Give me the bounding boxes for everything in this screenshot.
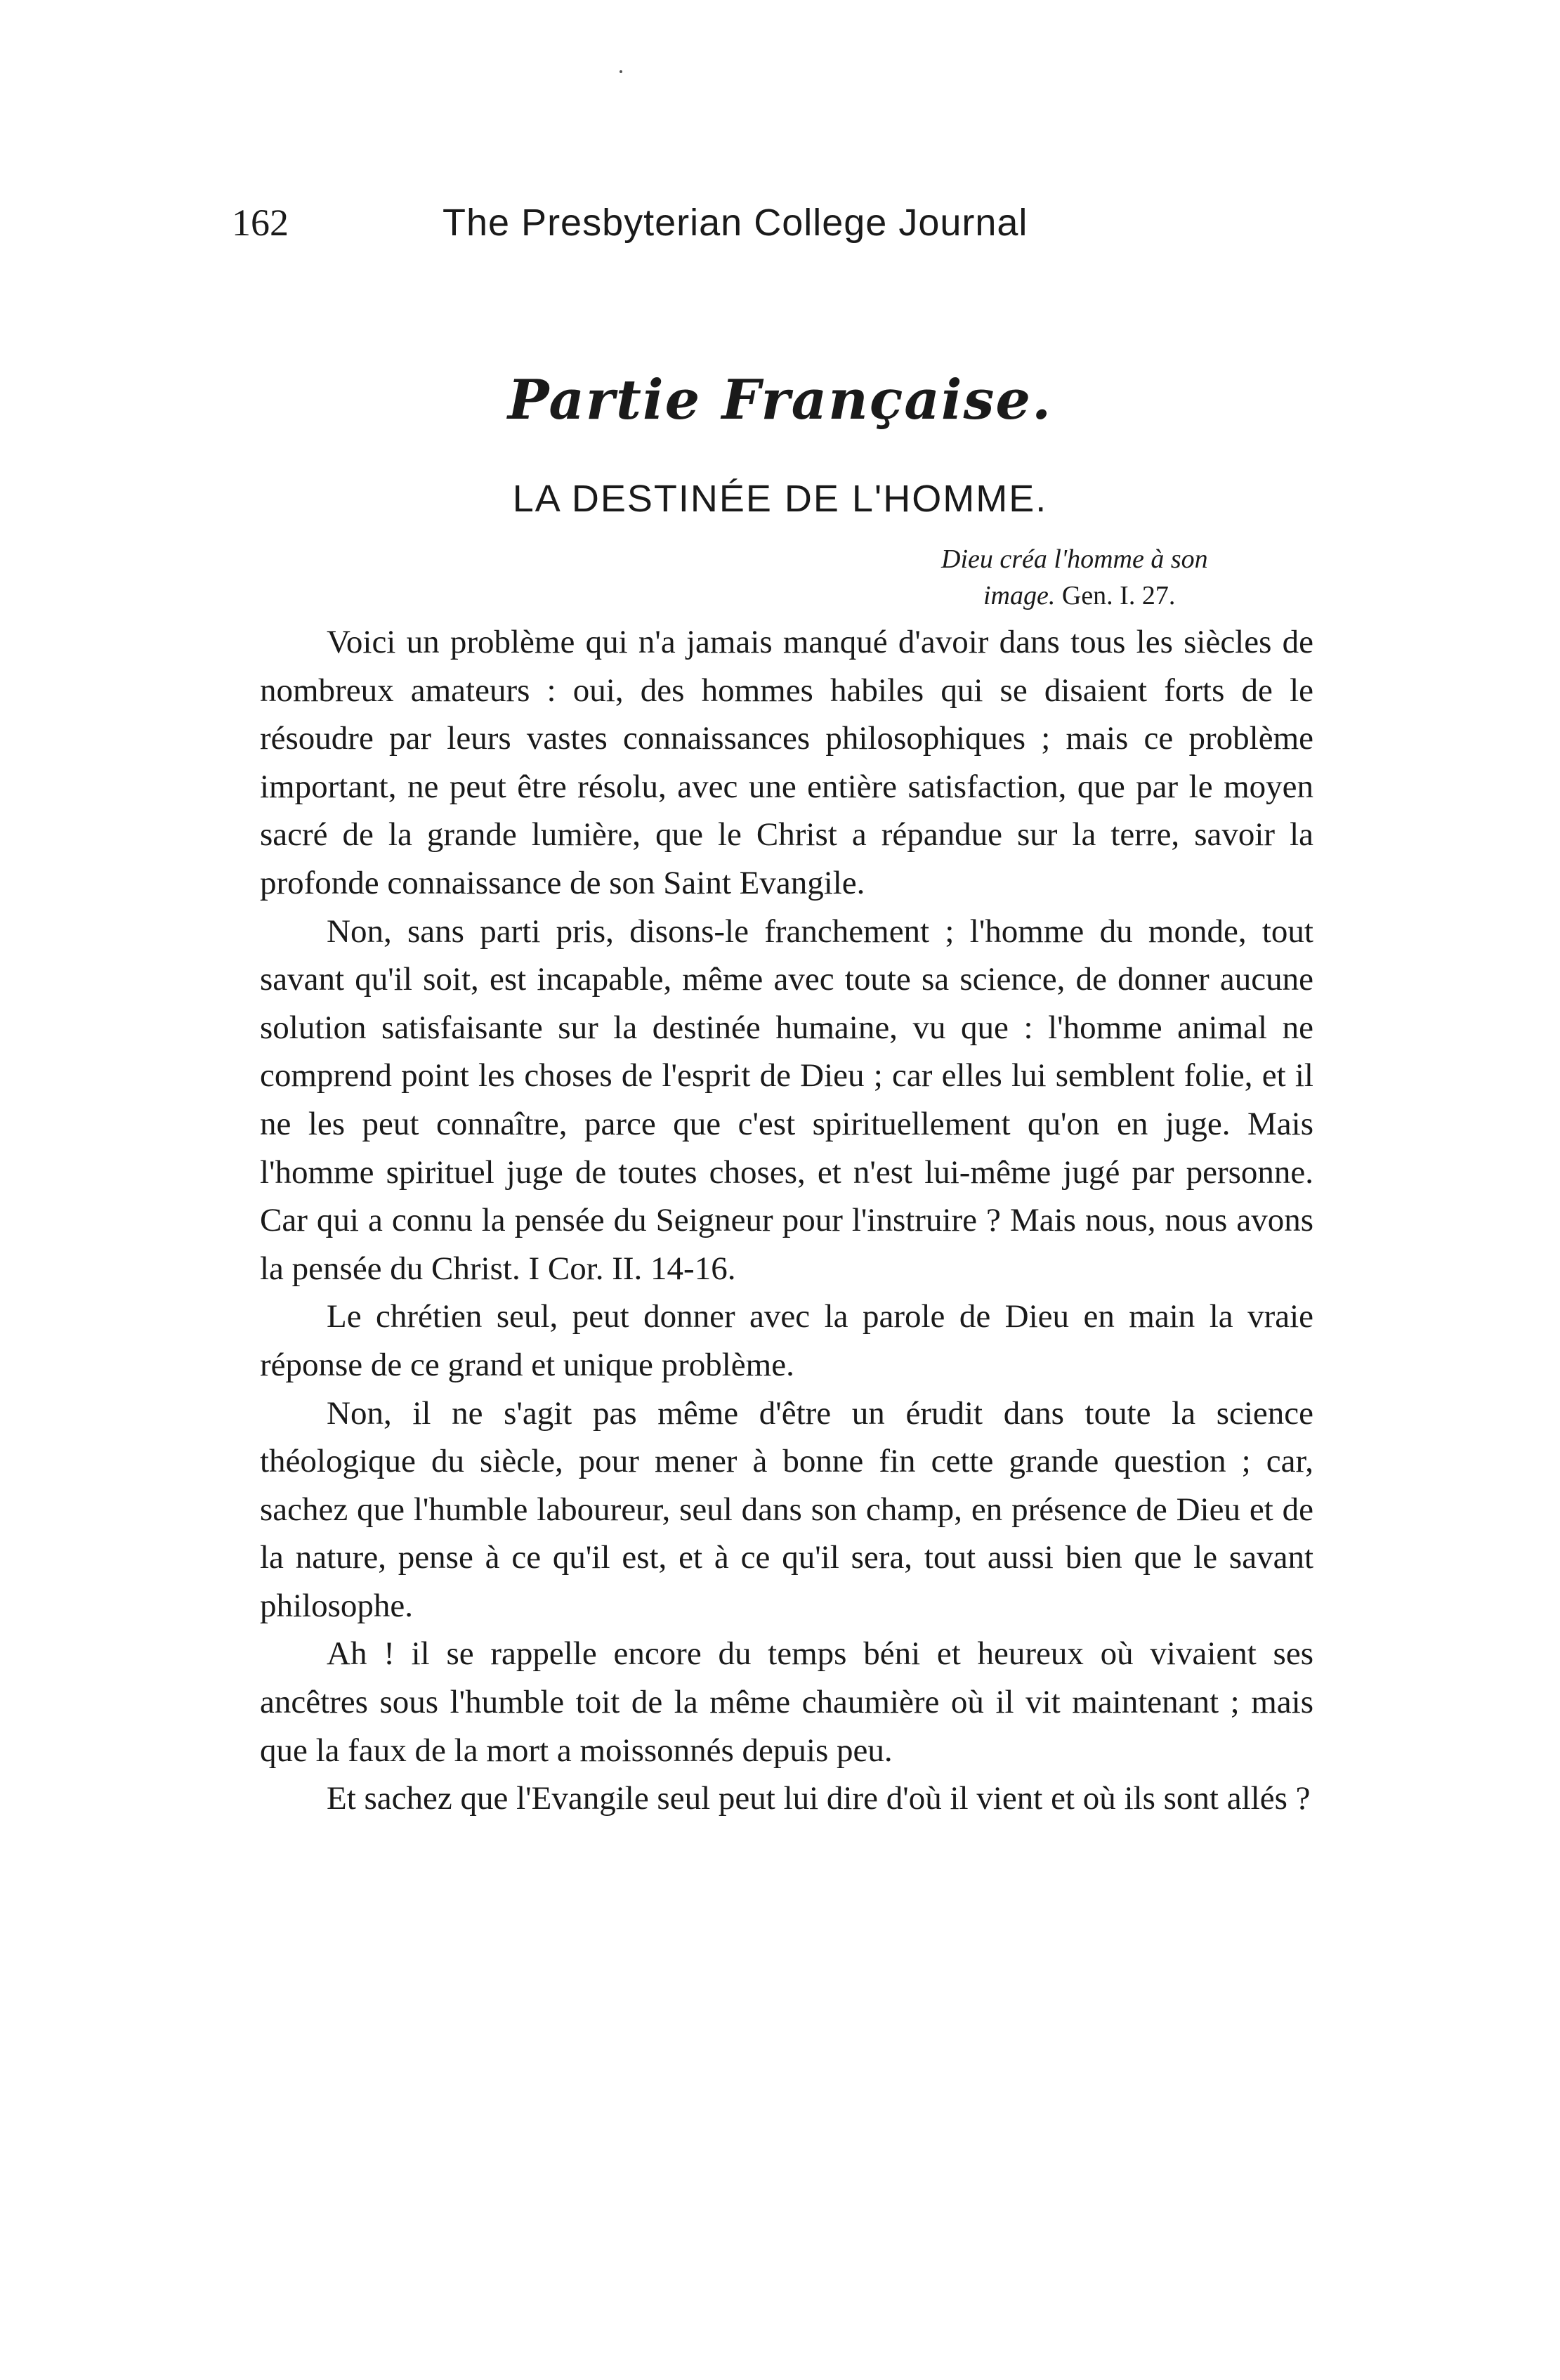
journal-title: The Presbyterian College Journal xyxy=(443,202,1028,244)
running-head xyxy=(232,198,1328,247)
paragraph-5: Ah ! il se rappelle encore du temps béni et heureux où vivaient ses ancêtres sous l'humble toit de la même chaumière où il vit maintenant ; mais que la faux de la mort a moissonnés depuis peu. xyxy=(260,1635,1313,1769)
scan-speck xyxy=(620,70,622,73)
epigraph-quote-line2: image. xyxy=(983,581,1056,610)
paragraph-2: Non, sans parti pris, disons-le franchement ; l'homme du monde, tout savant qu'il soit, est incapable, même avec toute sa science, de donner aucune solution satisfaisante sur la destinée humaine, vu que : l'homme animal ne comprend point les choses de l'esprit de Dieu ; car elles lui semblent folie, et il ne les peut connaître, parce que c'est spirituellement qu'on en juge. Mais l'homme spirituel juge de toutes choses, et n'est lui-même jugé par personne. Car qui a connu la pensée du Seigneur pour l'instruire ? Mais nous, nous avons la pensée du Christ. I Cor. II. 14-16. xyxy=(260,913,1313,1287)
article-body xyxy=(260,618,1313,1823)
paragraph-4: Non, il ne s'agit pas même d'être un érudit dans toute la science théologique du siècle, pour mener à bonne fin cette grande question ; car, sachez que l'humble laboureur, seul dans son champ, en présence de Dieu et de la nature, pense à ce qu'il est, et à ce qu'il sera, tout aussi bien que le savant philosophe. xyxy=(260,1394,1313,1624)
epigraph-line2 xyxy=(941,577,1335,614)
epigraph-reference: Gen. I. 27. xyxy=(1061,581,1176,610)
article-title: LA DESTINÉE DE L'HOMME. xyxy=(512,478,1048,520)
paragraph-6: Et sachez que l'Evangile seul peut lui dire d'où il vient et où ils sont allés ? xyxy=(327,1780,1311,1817)
epigraph xyxy=(941,541,1335,614)
epigraph-quote-line1: Dieu créa l'homme à son xyxy=(941,544,1208,574)
paragraph-3: Le chrétien seul, peut donner avec la parole de Dieu en main la vraie réponse de ce grand et unique problème. xyxy=(260,1298,1313,1383)
section-heading: Partie Française. xyxy=(507,368,1053,432)
page-number: 162 xyxy=(232,202,289,244)
paragraph-1: Voici un problème qui n'a jamais manqué d'avoir dans tous les siècles de nombreux amateurs : oui, des hommes habiles qui se disaient forts de le résoudre par leurs vastes connaissances philosophiques ; mais ce problème important, ne peut être résolu, avec une entière satisfaction, que par le moyen sacré de la grande lumière, que le Christ a répandue sur la terre, savoir la profonde connaissance de son Saint Evangile. xyxy=(260,624,1313,901)
